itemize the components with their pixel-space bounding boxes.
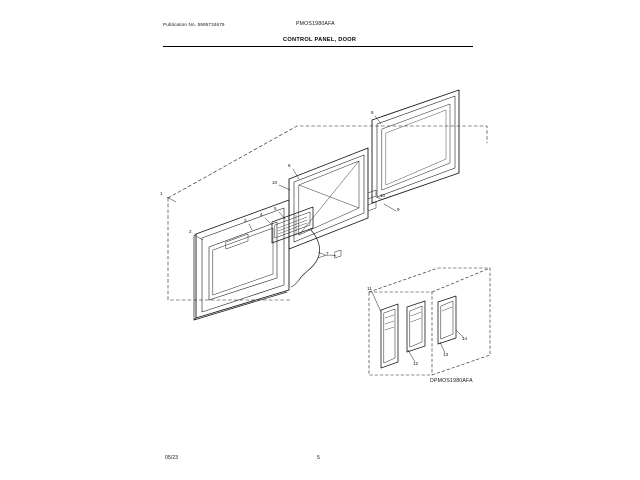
callout-10: 10	[272, 180, 278, 185]
callout-5: 5	[274, 206, 277, 211]
callout-13: 13	[443, 352, 449, 357]
callout-4: 4	[260, 212, 263, 217]
callout-14: 14	[462, 336, 468, 341]
model-number: PMOS1980AFA	[296, 21, 335, 27]
callout-10-b: 10	[380, 193, 386, 198]
page-title: CONTROL PANEL, DOOR	[283, 37, 357, 43]
callout-7: 7	[326, 251, 329, 256]
callout-11: 11	[367, 286, 372, 291]
footer-date: 05/23	[165, 455, 178, 461]
callout-8: 8	[371, 110, 374, 115]
callout-2: 2	[189, 229, 192, 234]
callout-3: 3	[244, 218, 247, 223]
callout-9: 9	[397, 207, 400, 212]
callout-1: 1	[160, 191, 163, 196]
footer-page-number: 5	[317, 455, 320, 461]
publication-number: Publication No. 5995734679	[163, 22, 225, 27]
callout-12: 12	[413, 361, 419, 366]
callout-6: 6	[288, 163, 291, 168]
diagram-caption: DPMOS1980AFA	[430, 378, 473, 384]
